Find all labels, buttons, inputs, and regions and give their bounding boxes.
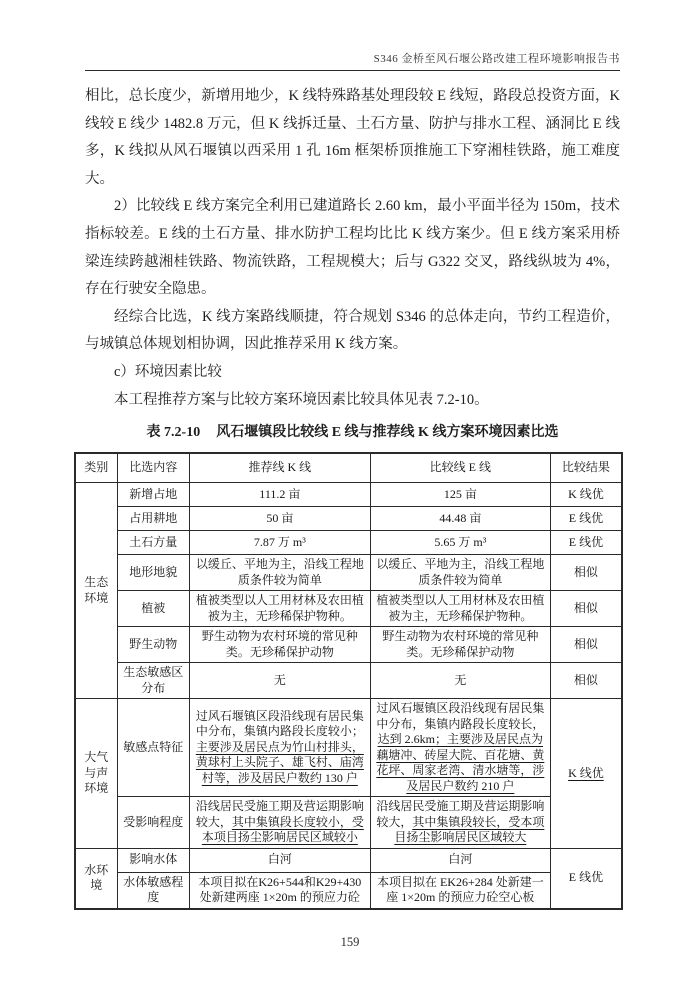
result-cell: 相似 bbox=[550, 627, 622, 663]
value-cell-e: 44.48 亩 bbox=[370, 507, 550, 531]
table-row bbox=[75, 591, 622, 627]
result-cell: E 线优 bbox=[550, 531, 622, 555]
item-cell: 影响水体 bbox=[117, 848, 189, 872]
col-header-item: 比选内容 bbox=[117, 453, 189, 483]
table-row bbox=[75, 531, 622, 555]
comparison-table bbox=[74, 452, 623, 910]
value-cell-e: 以缓丘、平地为主，沿线工程地质条件较为简单 bbox=[370, 555, 550, 591]
result-cell: 相似 bbox=[550, 663, 622, 699]
table-row bbox=[75, 483, 622, 507]
item-cell: 植被 bbox=[117, 591, 189, 627]
value-cell-e: 沿线居民受施工期及营运期影响较大，其中集镇段较长，受本项目扬尘影响居民区域较大 bbox=[370, 797, 550, 849]
table-row bbox=[75, 627, 622, 663]
table-caption bbox=[85, 420, 620, 446]
table-row bbox=[75, 872, 622, 909]
value-cell-k: 50 亩 bbox=[189, 507, 370, 531]
report-title: S346 金桥至风石堰公路改建工程环境影响报告书 bbox=[373, 53, 620, 65]
paragraph-table-ref: 本工程推荐方案与比较方案环境因素比较具体见表 7.2-10。 bbox=[114, 391, 489, 408]
value-cell-k: 111.2 亩 bbox=[189, 483, 370, 507]
result-cell: E 线优 bbox=[550, 507, 622, 531]
col-header-line-e: 比较线 E 线 bbox=[370, 453, 550, 483]
col-header-result: 比较结果 bbox=[550, 453, 622, 483]
item-cell: 新增占地 bbox=[117, 483, 189, 507]
value-cell-e: 植被类型以人工用材林及农田植被为主，无珍稀保护物种。 bbox=[370, 591, 550, 627]
value-cell-e: 无 bbox=[370, 663, 550, 699]
paragraph-section-c: c）环境因素比较 bbox=[114, 363, 222, 380]
category-cell-ecology: 生态环境 bbox=[75, 483, 117, 699]
table-title: 风石堰镇段比较线 E 线与推荐线 K 线方案环境因素比选 bbox=[216, 425, 559, 441]
table-row bbox=[75, 555, 622, 591]
result-cell: 相似 bbox=[550, 555, 622, 591]
value-cell-e: 过风石堰镇区段沿线现有居民集中分布，集镇内路段长度较长，达到 2.6km；主要涉及居民点为藕塘冲、砖屋大院、百花塘、黄花坪、周家老湾、清水塘等，涉及居民户数约 210 户 bbox=[370, 699, 550, 797]
result-cell: K 线优 bbox=[550, 699, 622, 849]
value-cell-e: 5.65 万 m³ bbox=[370, 531, 550, 555]
table-row bbox=[75, 797, 622, 849]
paragraph-option-e: 2）比较线 E 线方案完全利用已建道路长 2.60 km，最小平面半径为 150m，技术指标较差。E 线的土石方量、排水防护工程均比比 K 线方案少。但 E 线方案采用桥梁连续跨越湘桂铁路、物流铁路，工程规模大；后与 G322 交叉，路线纵坡为 4%，存在行驶安全隐患。 bbox=[85, 198, 620, 298]
item-cell: 地形地貌 bbox=[117, 555, 189, 591]
value-cell-k: 植被类型以人工用材林及农田植被为主，无珍稀保护物种。 bbox=[189, 591, 370, 627]
value-cell-k: 过风石堰镇区段沿线现有居民集中分布，集镇内路段长度较小；主要涉及居民点为竹山村排头，黄球村上头院子、雄飞村、庙湾村等，涉及居民户数约 130 户 bbox=[189, 699, 370, 797]
value-cell-k: 野生动物为农村环境的常见种类。无珍稀保护动物 bbox=[189, 627, 370, 663]
table-number: 表 7.2-10 bbox=[146, 425, 201, 441]
item-cell: 占用耕地 bbox=[117, 507, 189, 531]
item-cell: 敏感点特征 bbox=[117, 699, 189, 797]
value-cell-k: 白河 bbox=[189, 848, 370, 872]
category-cell-air-noise: 大气与声环境 bbox=[75, 699, 117, 849]
table-row bbox=[75, 699, 622, 797]
table-row bbox=[75, 663, 622, 699]
paragraph-continued: 相比，总长度少，新增用地少，K 线特殊路基处理段较 E 线短，路段总投资方面，K 线较 E 线少 1482.8 万元，但 K 线拆迁量、土石方量、防护与排水工程、涵洞比 E 线多，K 线拟从风石堰镇以西采用 1 孔 16m 框架桥顶推施工下穿湘桂铁路，施工难度大。 bbox=[85, 88, 620, 187]
table-row bbox=[75, 848, 622, 872]
col-header-line-k: 推荐线 K 线 bbox=[189, 453, 370, 483]
col-header-category: 类别 bbox=[75, 453, 117, 483]
value-cell-e: 125 亩 bbox=[370, 483, 550, 507]
value-cell-k: 无 bbox=[189, 663, 370, 699]
result-cell: 相似 bbox=[550, 591, 622, 627]
result-cell: K 线优 bbox=[550, 483, 622, 507]
page-number: 159 bbox=[340, 935, 360, 949]
paragraph-conclusion: 经综合比选，K 线方案路线顺捷，符合规划 S346 的总体走向，节约工程造价，与城镇总体规划相协调，因此推荐采用 K 线方案。 bbox=[85, 308, 620, 353]
category-cell-water: 水环境 bbox=[75, 848, 117, 909]
value-cell-k: 7.87 万 m³ bbox=[189, 531, 370, 555]
value-cell-e: 白河 bbox=[370, 848, 550, 872]
table-row bbox=[75, 507, 622, 531]
value-cell-e: 本项目拟在 EK26+284 处新建一座 1×20m 的预应力砼空心板 bbox=[370, 872, 550, 909]
value-cell-e: 野生动物为农村环境的常见种类。无珍稀保护动物 bbox=[370, 627, 550, 663]
value-cell-k: 沿线居民受施工期及营运期影响较大，其中集镇段长度较小，受本项目扬尘影响居民区域较小 bbox=[189, 797, 370, 849]
page-header bbox=[85, 52, 620, 71]
document-body bbox=[85, 83, 620, 910]
value-cell-k: 本项目拟在K26+544和K29+430处新建两座 1×20m 的预应力砼 bbox=[189, 872, 370, 909]
item-cell: 受影响程度 bbox=[117, 797, 189, 849]
item-cell: 野生动物 bbox=[117, 627, 189, 663]
item-cell: 水体敏感程度 bbox=[117, 872, 189, 909]
item-cell: 生态敏感区分布 bbox=[117, 663, 189, 699]
result-cell: E 线优 bbox=[550, 848, 622, 909]
item-cell: 土石方量 bbox=[117, 531, 189, 555]
value-cell-k: 以缓丘、平地为主，沿线工程地质条件较为简单 bbox=[189, 555, 370, 591]
table-header-row bbox=[75, 453, 622, 483]
